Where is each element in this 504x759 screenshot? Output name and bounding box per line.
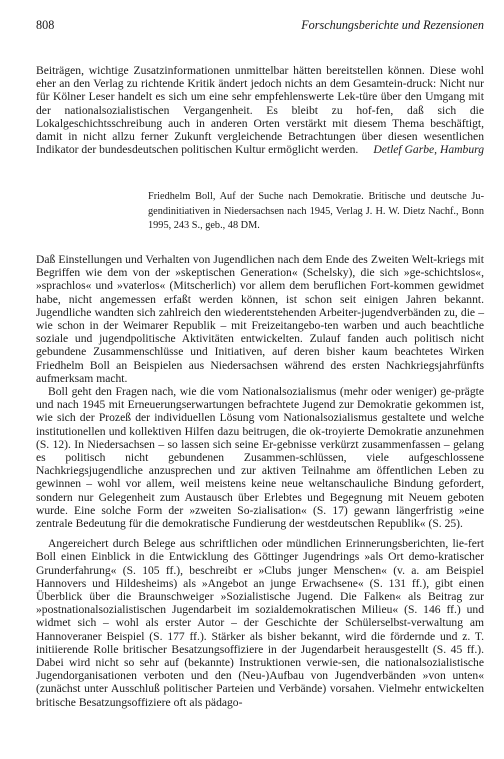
document-page: [36, 18, 484, 709]
review-paragraph-1: Daß Einstellungen und Verhalten von Jugendlichen nach dem Ende des Zweiten Welt-kriegs mit Begriffen wie dem von der »skeptischen Generation« (Schelsky), die sich »ge-schichtslos«, »sprachlos« und »vaterlos« (Mitscherlich) vor allem dem beruflichen Fort-kommen gewidmet habe, nicht angemessen erfaßt werden können, ist schon seit einigen Jahren bekannt. Jugendliche wandten sich zahlreich den wiederentstehenden Arbeiter-jugendverbänden zu, die – wie schon in der Weimarer Republik – mit Freizeitangebo-ten warben und auch beachtliche soziale und jugendpolitische Aktivitäten entwickelten. Zulauf fanden auch politisch nicht gebundene Zusammenschlüsse und Initiativen, auf deren bisher kaum beachtetes Wirken Friedhelm Boll an Beispielen aus Niedersachsen während des ersten Nachkriegsjahrfünfts aufmerksam macht.: [36, 252, 484, 385]
review-paragraph-2: Boll geht den Fragen nach, wie die vom Nationalsozialismus (mehr oder weniger) ge-prägte und nach 1945 mit Erneuerungserwartungen befrachtete Jugend zur Demokratie gekommen ist, wie sich der Prozeß der individuellen Lösung vom Nationalsozialismus gestaltete und welche institutionellen und kollektiven Hilfen dazu beitrugen, die ok-troyierte Demokratie anzunehmen (S. 12). In Niedersachsen – so lassen sich seine Er-gebnisse verkürzt zusammenfassen – gelang es politisch nicht gebundenen Zusammen-schlüssen, viele aufgeschlossene Nachkriegsjugendliche anzusprechen und zur aktiven Teilnahme am öffentlichen Leben zu gewinnen – wohl vor allem, weil meistens keine neue weltanschauliche Bindung gefordert, sondern nur Gelegenheit zum Austausch über Erlebtes und Begegnung mit Neuem geboten wurde. Eine solche Form der »zweiten So-zialisation« (S. 17) gewann längerfristig »eine zentrale Bedeutung für die demokratische Fundierung der westdeutschen Republik« (S. 25).: [36, 384, 484, 530]
book-citation: Friedhelm Boll, Auf der Suche nach Demokratie. Britische und deutsche Ju-gendinitiativen in Niedersachsen nach 1945, Verlag J. H. W. Dietz Nachf., Bonn 1995, 243 S., geb., 48 DM.: [148, 191, 484, 232]
page-number: 808: [36, 18, 55, 32]
previous-review-ending: [36, 64, 484, 156]
reviewer-signature: Detlef Garbe, Hamburg: [373, 143, 484, 157]
review-paragraph-3: Angereichert durch Belege aus schriftlichen oder mündlichen Erinnerungsberichten, lie-fert Boll einen Einblick in die Entwicklung des Göttinger Jugendrings »als Ort demo-kratischer Grunderfahrung« (S. 105 ff.), beschreibt er »Clubs junger Menschen« (v. a. am Beispiel Hannovers und Hildesheims) als »Angebot an junge Erwachsene« (S. 131 ff.), gibt einen Überblick über die Braunschweiger »Sozialistische Jugend. Die Falken« als Beitrag zur »postnationalsozialistischen Jugendarbeit im sozialdemokratischen Milieu« (S. 146 ff.) und widmet sich – wohl als erster Autor – der Geschichte der Schülerselbst-verwaltung am Hannoveraner Beispiel (S. 177 ff.). Stärker als bisher bekannt, wird die fördernde und z. T. initiierende Rolle britischer Besatzungsoffiziere in der Jugendarbeit herausgestellt (S. 45 ff.). Dabei wird nicht so sehr auf (bekannte) Instruktionen verwie-sen, die nationalsozialistische Jugendorganisationen verboten und den (Neu-)Aufbau von Jugendverbänden »von unten« (zunächst unter Ausschluß politischer Parteien und Verbände) vorsahen. Vielmehr entwickelten britische Besatzungsoffiziere oft als pädago-: [36, 537, 484, 709]
previous-review-text: Beiträgen, wichtige Zusatzinformationen unmittelbar hätten bereitstellen können. Diese wohl eher an den Verlag zu richtende Kritik ändert jedoch nichts an dem Gesamtein-druck: Nicht nur für Kölner Leser handelt es sich um eine sehr empfehlenswerte Lek-türe über den Umgang mit der nationalsozialistischen Vergangenheit. Es bleibt zu hof-fen, daß sich die Lokalgeschichtsschreibung auch in anderen Orten verstärkt mit diesem Thema beschäftigt, damit in nicht allzu ferner Zukunft vergleichende Betrachtungen über diesen wesentlichen Indikator der bundesdeutschen politischen Kultur ermöglicht werden.: [36, 64, 484, 157]
review-body: [36, 253, 484, 709]
section-title: Forschungsberichte und Rezensionen: [301, 18, 484, 32]
running-header: [36, 18, 484, 40]
previous-review-paragraph: [36, 64, 484, 156]
